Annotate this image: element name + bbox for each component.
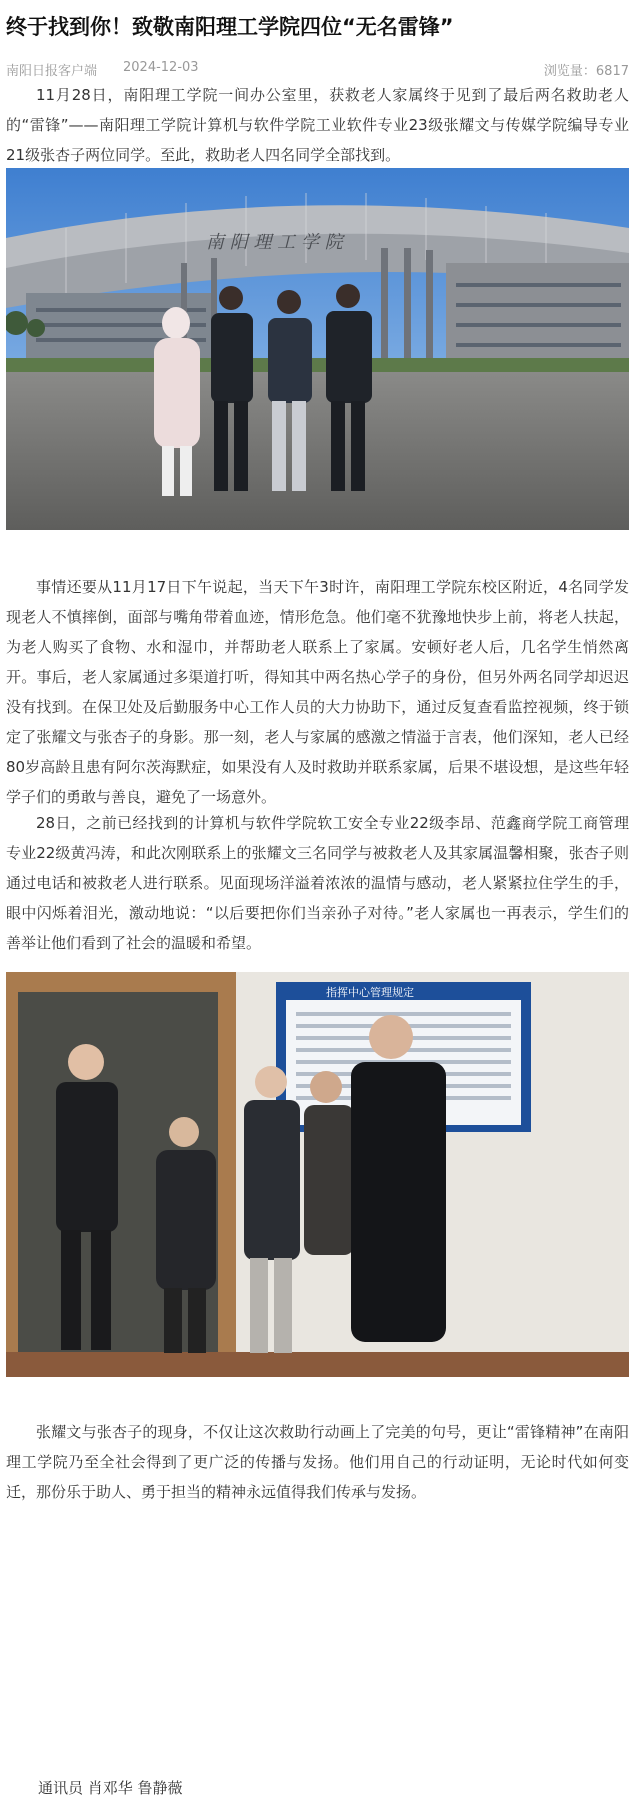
view-count	[544, 60, 629, 79]
photo-reunion[interactable]	[6, 972, 629, 1377]
paragraph-2: 事情还要从11月17日下午说起，当天下午3时许，南阳理工学院东校区附近，4名同学发现老人不慎摔倒，面部与嘴角带着血迹，情形危急。他们毫不犹豫地快步上前，将老人扶起，为老人购买了食物、水和湿巾，并帮助老人联系上了家属。安顿好老人后，几名学生悄然离开。事后，老人家属通过多渠道打听，得知其中两名热心学子的身份，但另外两名同学却迟迟没有找到。在保卫处及后勤服务中心工作人员的大力协助下，通过反复查看监控视频，终于锁定了张耀文与张杏子的身影。那一刻，老人与家属的感激之情溢于言表，他们深知，老人已经80岁高龄且患有阿尔茨海默症，如果没有人及时救助并联系家属，后果不堪设想，是这些年轻学子们的勇敢与善良，避免了一场意外。	[6, 578, 629, 806]
paragraph-4: 张耀文与张杏子的现身，不仅让这次救助行动画上了完美的句号，更让“雷锋精神”在南阳理工学院乃至全社会得到了更广泛的传播与发扬。他们用自己的行动证明，无论时代如何变迁，那份乐于助人、勇于担当的精神永远值得我们传承与发扬。	[6, 1423, 629, 1501]
campus-gate-image	[6, 168, 629, 530]
photo-campus-gate[interactable]	[6, 168, 629, 530]
gate-sign-text: 南 阳 理 工 学 院	[206, 232, 343, 253]
article-meta	[6, 60, 632, 80]
source-name[interactable]: 南阳日报客户端	[6, 64, 98, 79]
view-count-value: 6817	[595, 64, 629, 79]
reunion-image	[6, 972, 629, 1377]
paragraph-3: 28日，之前已经找到的计算机与软件学院软工安全专业22级李昂、范鑫商学院工商管理专业22级黄冯涛，和此次刚联系上的张耀文三名同学与被救老人及其家属温馨相聚，张杏子则通过电话和被救老人进行联系。见面现场洋溢着浓浓的温情与感动，老人紧紧拉住学生的手，眼中闪烁着泪光，激动地说：“以后要把你们当亲孙子对待。”老人家属也一再表示，学生们的善举让他们看到了社会的温暖和希望。	[6, 814, 629, 952]
view-count-label: 浏览量：	[543, 64, 596, 79]
correspondent-credit: 通讯员 肖邓华 鲁静薇	[38, 1779, 183, 1797]
publish-date: 2024-12-03	[123, 60, 199, 75]
notice-board-title: 指挥中心管理规定	[326, 986, 414, 999]
article-title: 终于找到你！致敬南阳理工学院四位“无名雷锋”	[6, 15, 454, 39]
paragraph-1: 11月28日，南阳理工学院一间办公室里，获救老人家属终于见到了最后两名救助老人的“雷锋”——南阳理工学院计算机与软件学院工业软件专业23级张耀文与传媒学院编导专业21级张杏子两位同学。至此，救助老人四名同学全部找到。	[6, 86, 629, 164]
